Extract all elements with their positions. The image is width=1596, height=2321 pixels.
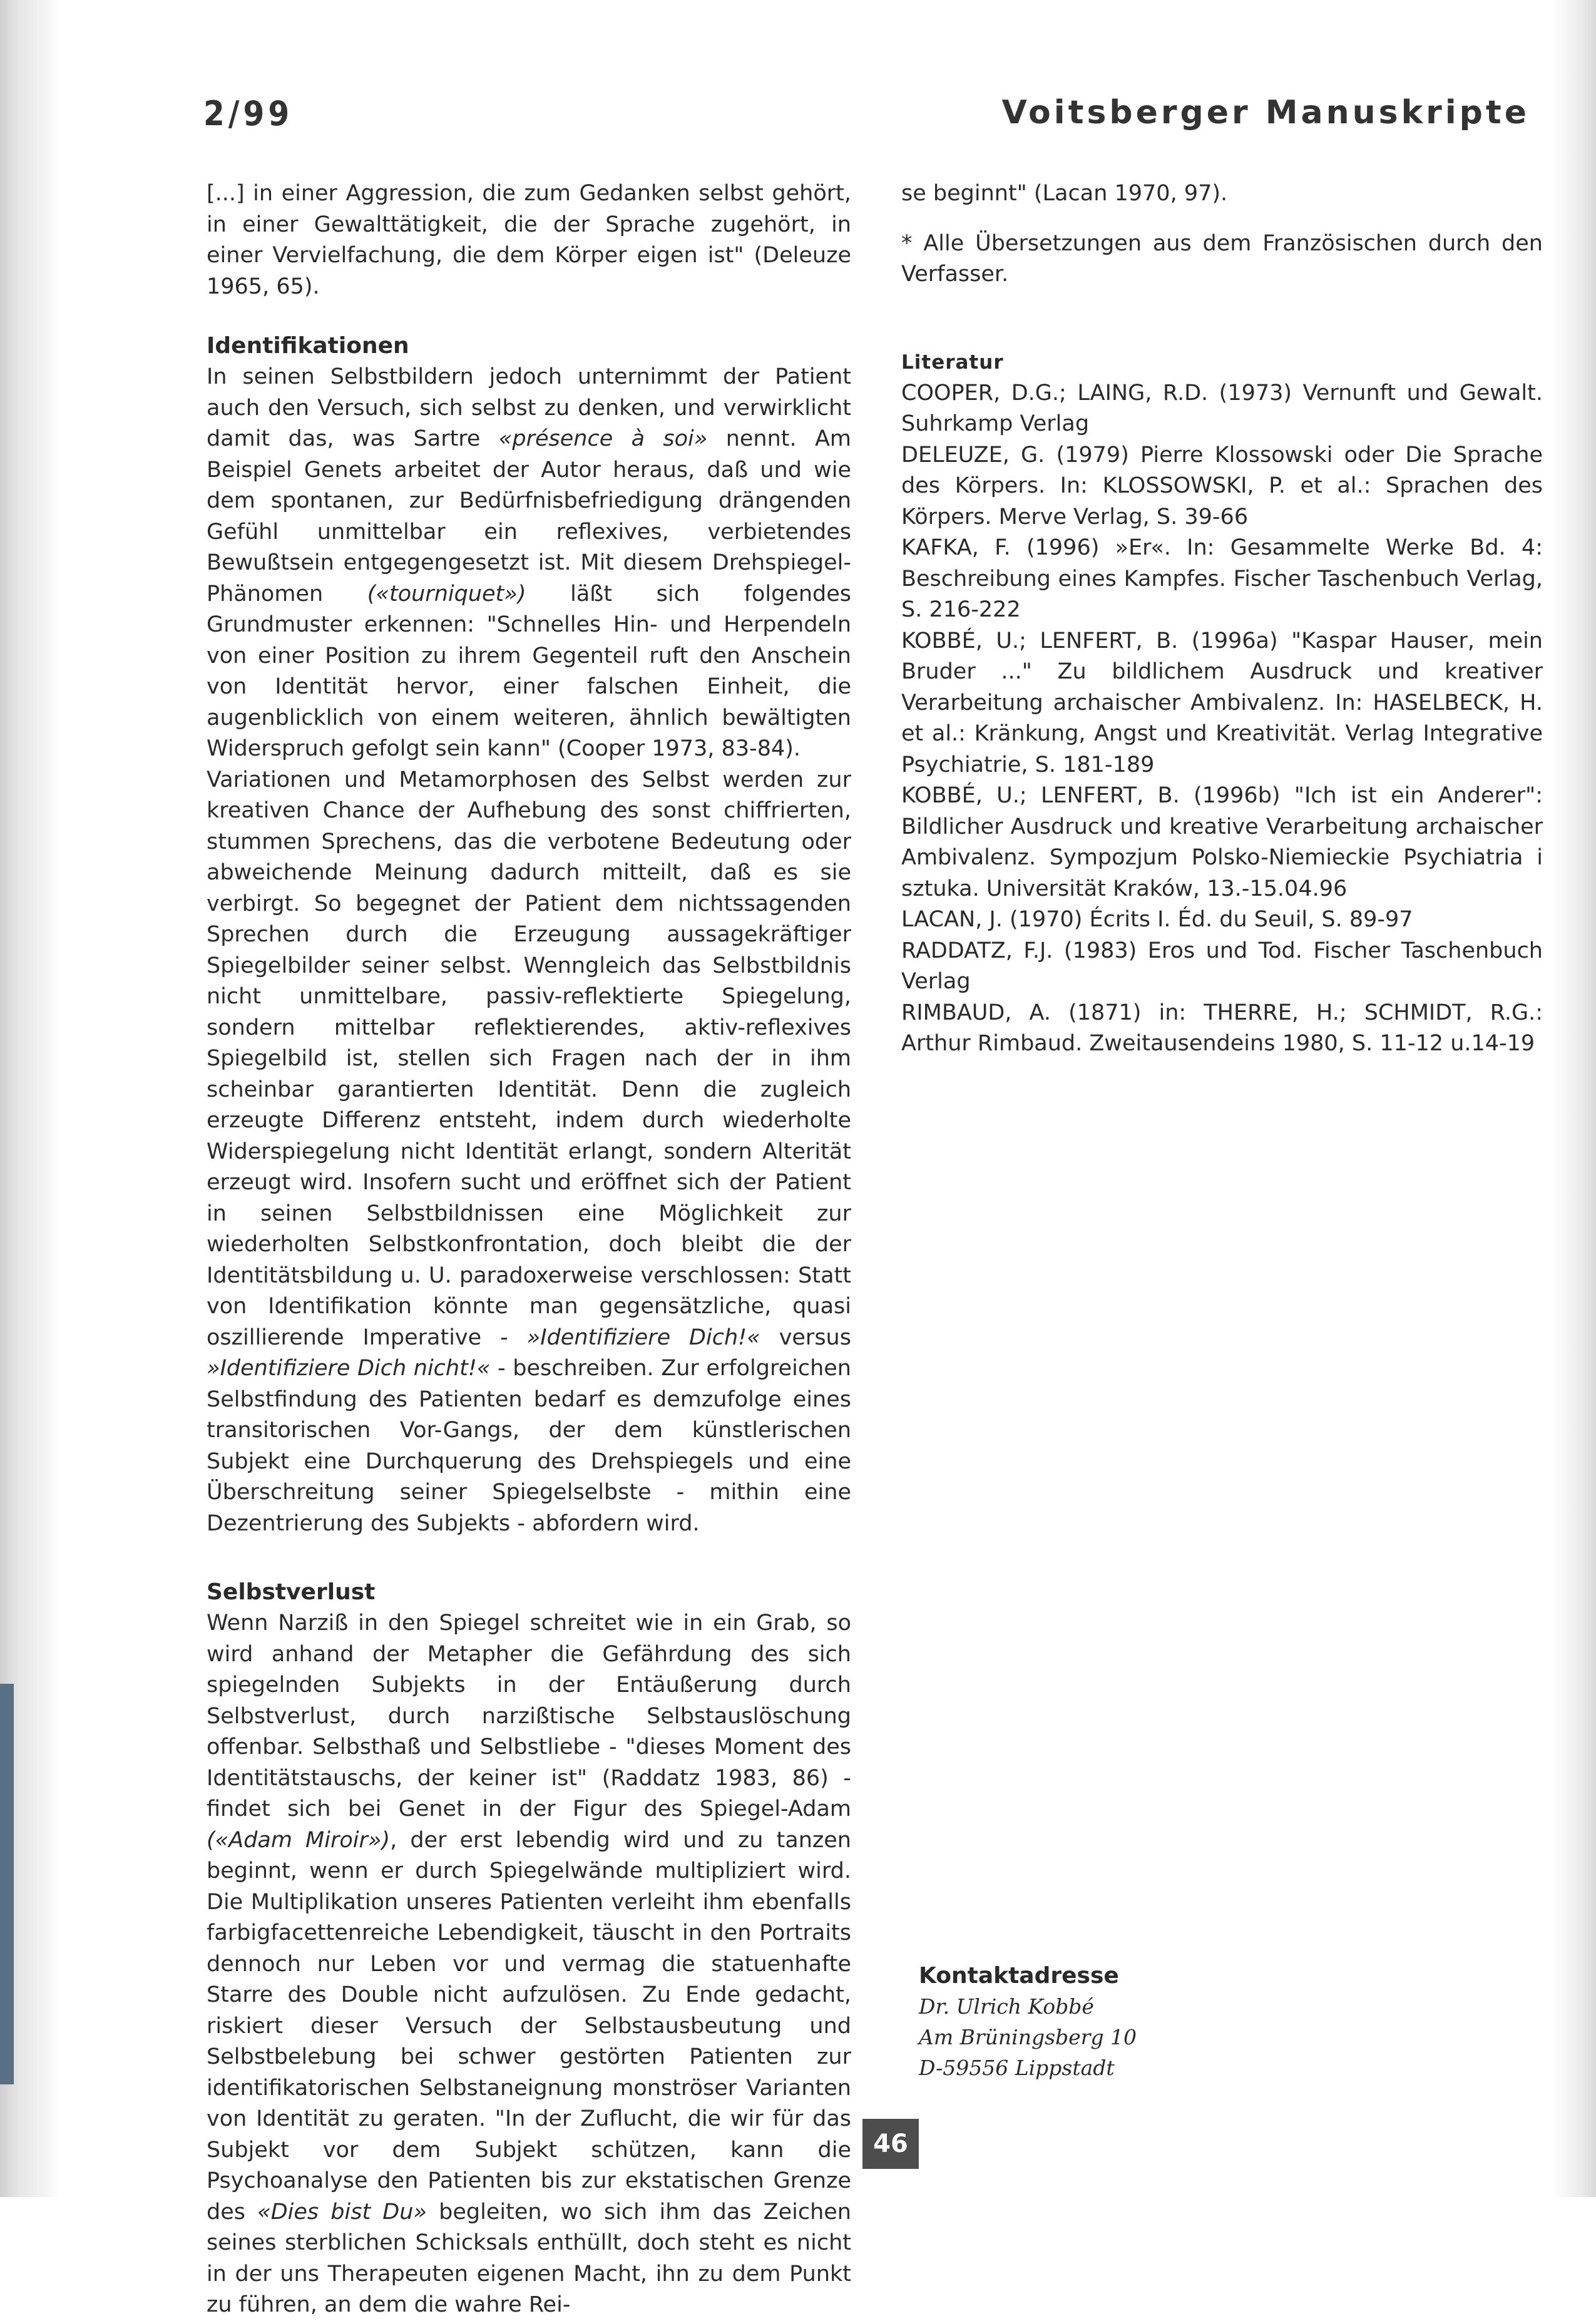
intro-paragraph: [...] in einer Aggression, die zum Gedanken selbst gehört, in einer Gewalttätigkeit, die der Sprache zugehört, in einer Vervielfachung, die dem Körper eigen ist" (Deleuze 1965, 65). [207,181,851,299]
left-column [207,178,851,2321]
right-column [901,178,1543,1060]
literature-heading: Literatur [901,351,1004,374]
reference-item: KOBBÉ, U.; LENFERT, B. (1996a) "Kaspar Hauser, mein Bruder ..." Zu bildlichem Ausdruck und kreativer Verarbeitung archaischer Ambivalenz. In: HASELBECK, H. et al.: Kränkung, Angst und Kreativität. Verlag Integrative Psychiatrie, S. 181-189 [901,628,1543,777]
contact-street: Am Brüningsberg 10 [919,2025,1137,2049]
publication-title: Voitsberger Manuskripte [1001,94,1530,131]
reference-item: RADDATZ, F.J. (1983) Eros und Tod. Fischer Taschenbuch Verlag [901,938,1543,994]
contact-heading: Kontaktadresse [919,1963,1119,1989]
reference-item: RIMBAUD, A. (1871) in: THERRE, H.; SCHMIDT, R.G.: Arthur Rimbaud. Zweitausendeins 1980, S. 11-12 u.14-19 [901,1000,1543,1056]
contact-name: Dr. Ulrich Kobbé [919,1994,1094,2019]
reference-item: DELEUZE, G. (1979) Pierre Klossowski oder Die Sprache des Körpers. In: KLOSSOWSKI, P. et al.: Sprachen des Körpers. Merve Verlag, S. 39-66 [901,442,1543,530]
contact-address [919,1960,1137,2083]
reference-item: LACAN, J. (1970) Écrits I. Éd. du Seuil, S. 89-97 [901,907,1413,932]
continuation-paragraph: se beginnt" (Lacan 1970, 97). [901,181,1228,206]
paragraph-selbstverlust: Wenn Narziß in den Spiegel schreitet wie in ein Grab, so wird anhand der Metapher die Gefährdung des sich spiegelnden Subjekts in der Entäußerung durch Selbstverlust, durch narzißtische Selbstauslöschung offenbar. Selbsthaß und Selbstliebe - "dieses Moment des Identitätstauschs, der keiner ist" (Raddatz 1983, 86) - findet sich bei Genet in der Figur des Spiegel-Adam («Adam Miroir»), der erst lebendig wird und zu tanzen beginnt, wenn er durch Spiegelwände multipliziert wird. Die Multiplikation unseres Patienten verleiht ihm ebenfalls farbigfacettenreiche Lebendigkeit, täuscht in den Portraits dennoch nur Leben vor und vermag die statuenhafte Starre des Double nicht aufzulösen. Zu Ende gedacht, riskiert dieser Versuch der Selbstausbeutung und Selbstbelebung bei schwer gestörten Patienten zur identifikatorischen Selbstaneignung monströser Varianten von Identität zu geraten. "In der Zuflucht, die wir für das Subjekt vor dem Subjekt schützen, kann die Psychoanalyse den Patienten bis zur ekstatischen Grenze des «Dies bist Du» begleiten, wo sich ihm das Zeichen seines sterblichen Schicksals enthüllt, doch steht es nicht in der uns Therapeuten eigenen Macht, ihn zu dem Punkt zu führen, an dem die wahre Rei- [207,1611,851,2317]
section-heading-selbstverlust: Selbstverlust [207,1579,376,1605]
reference-list [901,378,1543,1060]
page-number: 46 [862,2119,919,2169]
page-edge-right [1552,0,1596,2197]
translation-footnote: * Alle Übersetzungen aus dem Französischen durch den Verfasser. [901,230,1543,287]
reference-item: KAFKA, F. (1996) »Er«. In: Gesammelte Werke Bd. 4: Beschreibung eines Kampfes. Fischer Taschenbuch Verlag, S. 216-222 [901,535,1543,622]
issue-number: 2/99 [203,94,294,133]
paragraph-identifikationen-1: In seinen Selbstbildern jedoch unternimmt der Patient auch den Versuch, sich selbst zu denken, und verwirklicht damit das, was Sartre «présence à soi» nennt. Am Beispiel Genets arbeitet der Autor heraus, daß und wie dem spontanen, zur Bedürfnisbefriedigung drängenden Gefühl unmittelbar ein reflexives, verbietendes Bewußtsein entgegengesetzt ist. Mit diesem Drehspiegel-Phänomen («tourniquet») läßt sich folgendes Grundmuster erkennen: "Schnelles Hin- und Herpendeln von einer Position zu ihrem Gegenteil ruft den Anschein von Identität hervor, einer falschen Einheit, die augenblicklich von einem weiteren, ähnlich bewältigten Widerspruch gefolgt sein kann" (Cooper 1973, 83-84). [207,364,851,761]
reference-item: KOBBÉ, U.; LENFERT, B. (1996b) "Ich ist ein Anderer": Bildlicher Ausdruck und kreative Verarbeitung archaischer Ambivalenz. Sympozjum Polsko-Niemieckie Psychiatria i sztuka. Universität Kraków, 13.-15.04.96 [901,783,1543,901]
scan-artifact-band [0,1684,14,2084]
reference-item: COOPER, D.G.; LAING, R.D. (1973) Vernunft und Gewalt. Suhrkamp Verlag [901,380,1543,436]
paragraph-identifikationen-2: Variationen und Metamorphosen des Selbst werden zur kreativen Chance der Aufhebung des sonst chiffrierten, stummen Sprechens, das die verbotene Bedeutung oder abweichende Meinung dadurch mitteilt, daß es sie verbirgt. So begegnet der Patient dem nichtssagenden Sprechen durch die Erzeugung aussagekräftiger Spiegelbilder seiner selbst. Wenngleich das Selbstbildnis nicht unmittelbare, passiv-reflektierte Spiegelung, sondern mittelbar reflektierendes, aktiv-reflexives Spiegelbild ist, stellen sich Fragen nach der in ihm scheinbar garantierten Identität. Denn die zugleich erzeugte Differenz entsteht, indem durch wiederholte Widerspiegelung nicht Identität erlangt, sondern Alterität erzeugt wird. Insofern sucht und eröffnet sich der Patient in seinen Selbstbildnissen eine Möglichkeit zur wiederholten Selbstkonfrontation, doch bleibt die der Identitätsbildung u. U. paradoxerweise verschlossen: Statt von Identifikation könnte man gegensätzliche, quasi oszillierende Imperative - »Identifiziere Dich!« versus »Identifiziere Dich nicht!« - beschreiben. Zur erfolgreichen Selbstfindung des Patienten bedarf es demzufolge eines transitorischen Vor-Gangs, der dem künstlerischen Subjekt eine Durchquerung des Drehspiegels und eine Überschreitung seiner Spiegelselbste - mithin eine Dezentrierung des Subjekts - abfordern wird. [207,767,851,1536]
section-heading-identifikationen: Identifikationen [207,333,409,359]
contact-city: D-59556 Lippstadt [919,2056,1115,2080]
